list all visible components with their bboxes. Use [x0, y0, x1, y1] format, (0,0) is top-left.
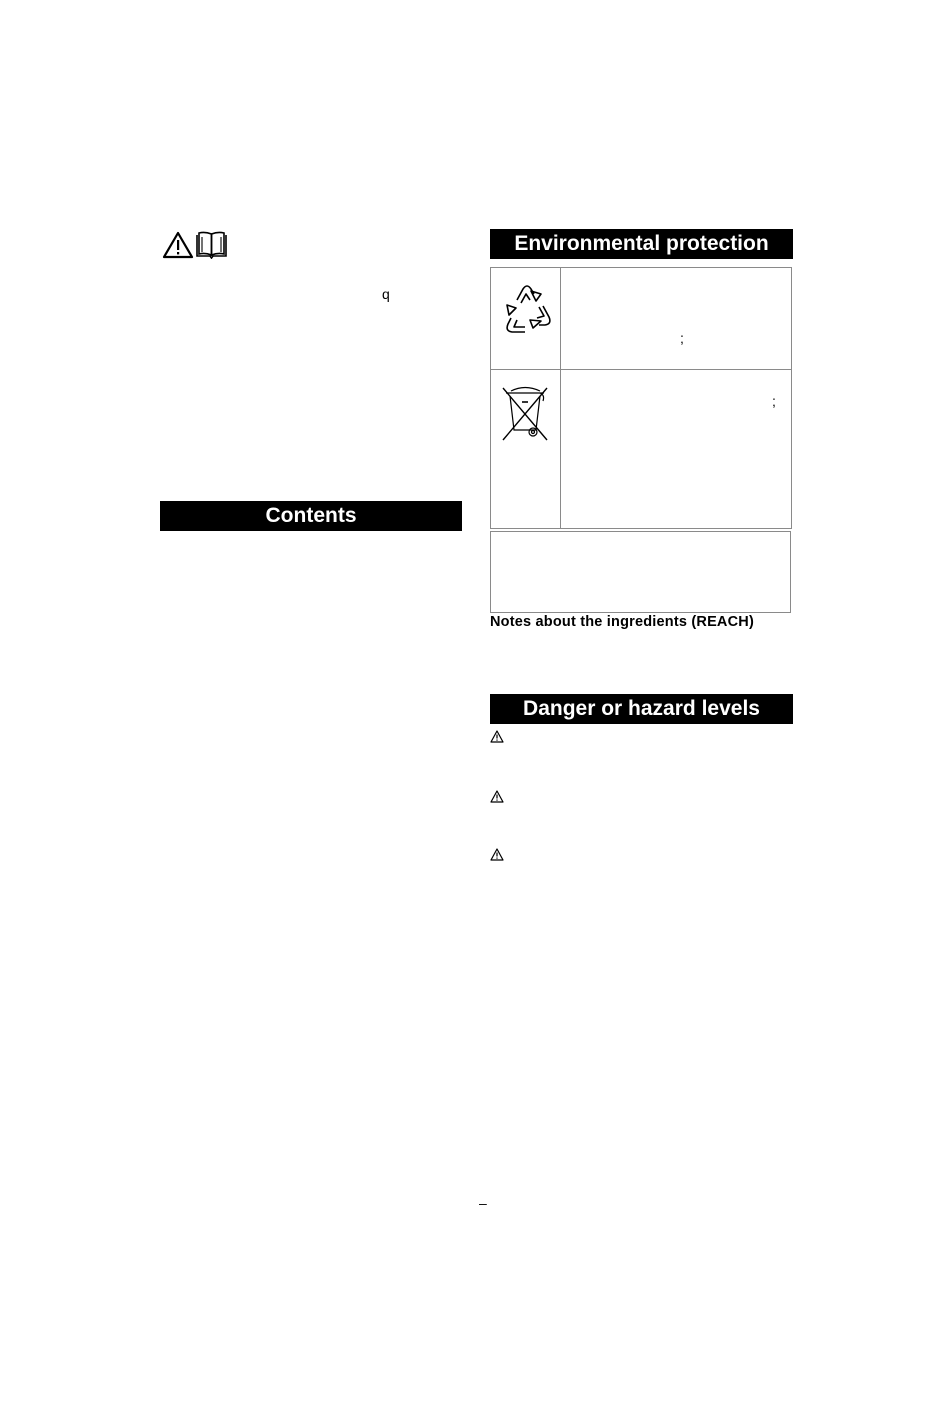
crossed-out-bin-icon: [500, 380, 550, 442]
contents-heading: Contents: [160, 501, 462, 531]
warning-triangle-icon: [162, 231, 194, 259]
page-marker: –: [479, 1195, 487, 1211]
warning-triangle-icon: [490, 848, 504, 861]
open-book-icon: [195, 230, 228, 259]
stray-character: q: [382, 286, 390, 302]
warning-triangle-icon: [490, 790, 504, 803]
recycle-panel-stray-char: ;: [680, 330, 684, 346]
panel-row-divider: [490, 369, 792, 370]
warning-triangle-icon: [490, 730, 504, 743]
reach-notes-label: Notes about the ingredients (REACH): [490, 614, 754, 630]
recycle-icon: [497, 280, 557, 340]
panel-column-divider: [560, 267, 561, 529]
danger-levels-heading: Danger or hazard levels: [490, 694, 793, 724]
disposal-panel-stray-char: ;: [772, 393, 776, 409]
environmental-protection-heading: Environmental protection: [490, 229, 793, 259]
reach-note-box: [490, 531, 791, 613]
